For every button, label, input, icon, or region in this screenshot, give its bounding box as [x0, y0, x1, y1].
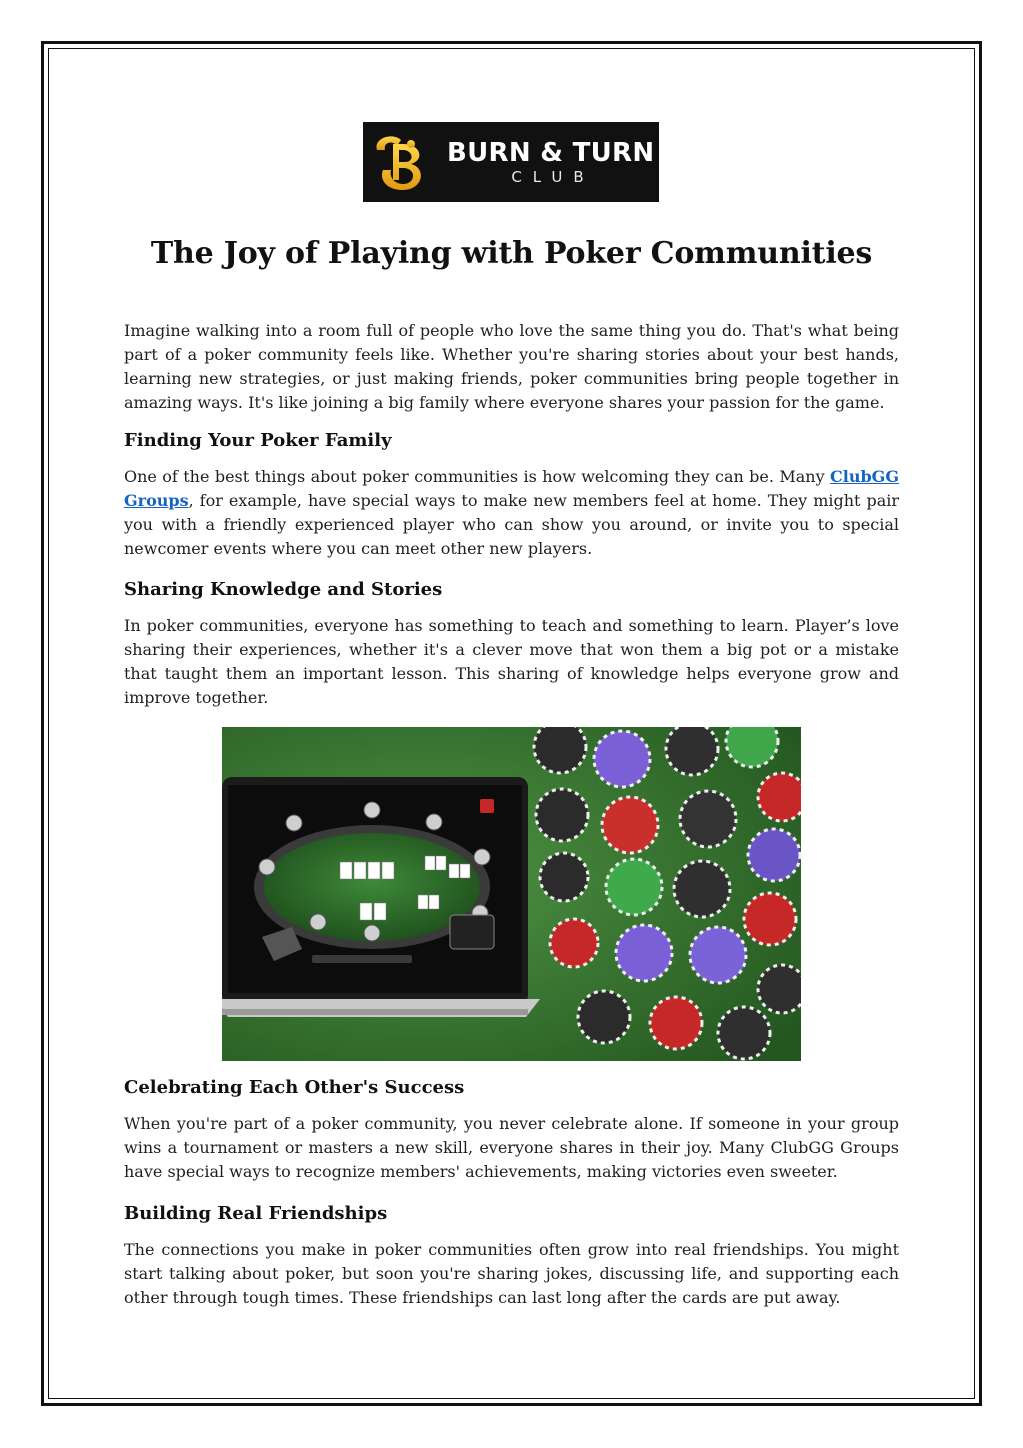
intro-section [124, 319, 899, 415]
section-finding-family [124, 430, 899, 561]
section-celebrating-success [124, 1077, 899, 1184]
section-heading: Celebrating Each Other's Success [124, 1077, 465, 1098]
section-paragraph: When you're part of a poker community, you never celebrate alone. If someone in your group wins a tournament or masters a new skill, everyone shares in their joy. Many ClubGG Groups have special ways to recognize members' achievements, making victories even sweeter. [124, 1114, 899, 1181]
section-paragraph: The connections you make in poker communities often grow into real friendships. You might start talking about poker, but soon you're sharing jokes, discussing life, and supporting each other through tough times. These friendships can last long after the cards are put away. [124, 1240, 899, 1307]
burn-and-turn-logo [363, 122, 659, 202]
clubgg-groups-link[interactable]: ClubGG Groups [124, 467, 899, 510]
paragraph-text: One of the best things about poker communities is how welcoming they can be. Many [124, 467, 831, 486]
paragraph-text: , for example, have special ways to make new members feel at home. They might pair you with a friendly experienced player who can show you around, or invite you to special newcomer events where you can meet other new players. [124, 491, 899, 558]
poker-scene-illustration [222, 727, 801, 1061]
section-heading: Sharing Knowledge and Stories [124, 579, 443, 600]
section-sharing-knowledge [124, 579, 899, 710]
section-real-friendships [124, 1203, 899, 1310]
logo-subtitle: CLUB [511, 168, 595, 186]
section-paragraph: In poker communities, everyone has something to teach and something to learn. Player’s love sharing their experiences, whether it's a clever move that won them a big pot or a mistake that taught them an important lesson. This sharing of knowledge helps everyone grow and improve together. [124, 616, 899, 707]
page-title: The Joy of Playing with Poker Communities [150, 236, 873, 271]
online-poker-laptop-photo [222, 727, 801, 1061]
section-paragraph [124, 465, 899, 561]
section-heading: Finding Your Poker Family [124, 430, 392, 451]
burn-turn-b-mark-icon [363, 122, 443, 202]
intro-paragraph: Imagine walking into a room full of people who love the same thing you do. That's what being part of a poker community feels like. Whether you're sharing stories about your best hands, learning new strategies, or just making friends, poker communities bring people together in amazing ways. It's like joining a big family where everyone shares your passion for the game. [124, 321, 899, 412]
section-heading: Building Real Friendships [124, 1203, 388, 1224]
logo-wordmark: BURN & TURN [447, 138, 655, 168]
